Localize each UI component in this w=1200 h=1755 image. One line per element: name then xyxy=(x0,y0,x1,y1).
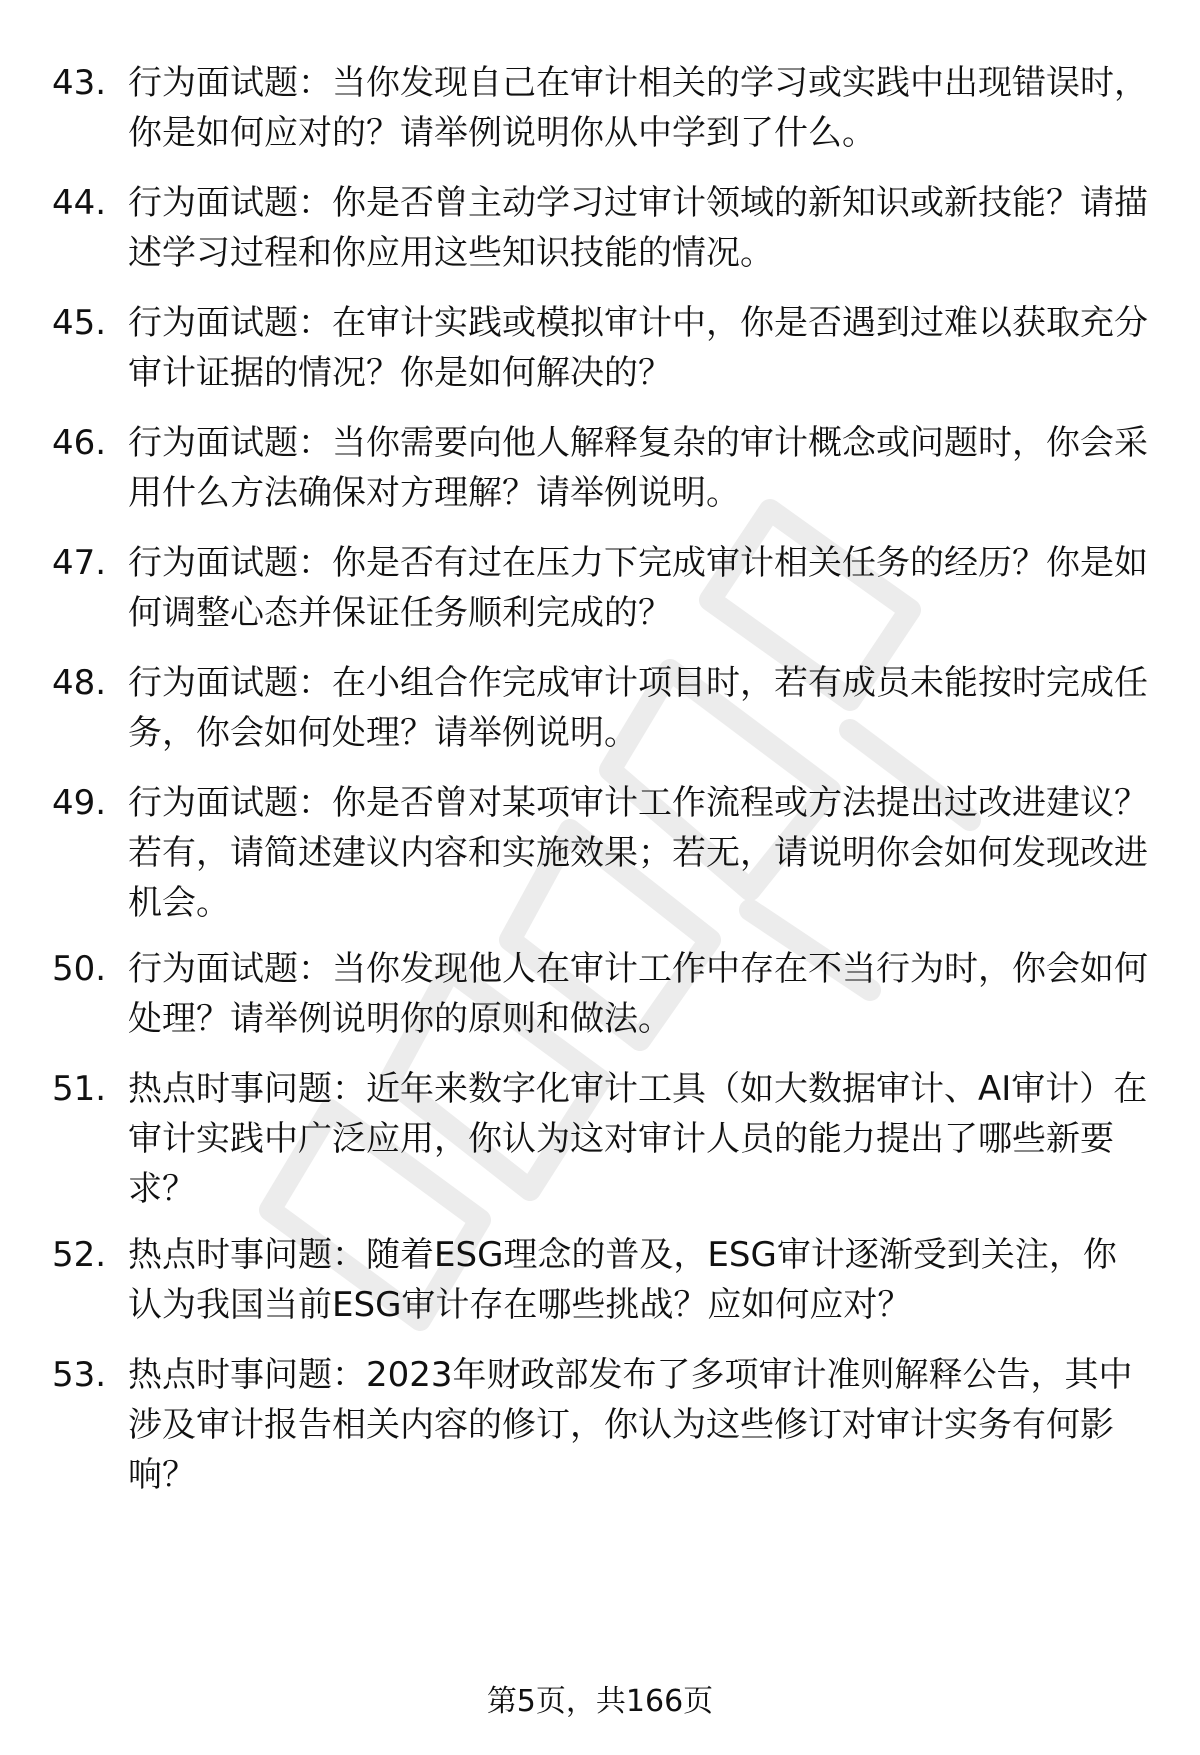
question-text: 行为面试题：在审计实践或模拟审计中，你是否遇到过难以获取充分审计证据的情况？你是如何解决的？ xyxy=(128,303,1148,393)
page-number-footer: 第5页，共166页 xyxy=(486,1684,714,1719)
question-number: 48. xyxy=(52,663,107,703)
question-number: 46. xyxy=(52,423,107,463)
question-text: 行为面试题：当你发现他人在审计工作中存在不当行为时，你会如何处理？请举例说明你的原则和做法。 xyxy=(128,949,1148,1039)
question-number: 50. xyxy=(52,949,107,989)
question-number: 44. xyxy=(52,183,107,223)
question-text: 热点时事问题：近年来数字化审计工具（如大数据审计、AI审计）在审计实践中广泛应用，你认为这对审计人员的能力提出了哪些新要求？ xyxy=(128,1069,1148,1209)
question-number: 45. xyxy=(52,303,107,343)
question-number: 47. xyxy=(52,543,107,583)
question-number: 49. xyxy=(52,783,107,823)
question-number: 53. xyxy=(52,1355,107,1395)
question-text: 行为面试题：在小组合作完成审计项目时，若有成员未能按时完成任务，你会如何处理？请举例说明。 xyxy=(128,663,1148,753)
question-number: 52. xyxy=(52,1235,107,1275)
question-number: 43. xyxy=(52,63,107,103)
question-number: 51. xyxy=(52,1069,107,1109)
question-text: 行为面试题：当你发现自己在审计相关的学习或实践中出现错误时，你是如何应对的？请举例说明你从中学到了什么。 xyxy=(128,63,1148,153)
question-text: 行为面试题：你是否曾对某项审计工作流程或方法提出过改进建议？若有，请简述建议内容和实施效果；若无，请说明你会如何发现改进机会。 xyxy=(128,783,1148,923)
question-text: 行为面试题：你是否有过在压力下完成审计相关任务的经历？你是如何调整心态并保证任务顺利完成的？ xyxy=(128,543,1148,633)
question-text: 行为面试题：你是否曾主动学习过审计领域的新知识或新技能？请描述学习过程和你应用这些知识技能的情况。 xyxy=(128,183,1148,273)
question-text: 行为面试题：当你需要向他人解释复杂的审计概念或问题时，你会采用什么方法确保对方理解？请举例说明。 xyxy=(128,423,1148,513)
question-text: 热点时事问题：2023年财政部发布了多项审计准则解释公告，其中涉及审计报告相关内容的修订，你认为这些修订对审计实务有何影响？ xyxy=(128,1355,1133,1495)
question-text: 热点时事问题：随着ESG理念的普及，ESG审计逐渐受到关注，你认为我国当前ESG审计存在哪些挑战？应如何应对？ xyxy=(128,1235,1117,1325)
